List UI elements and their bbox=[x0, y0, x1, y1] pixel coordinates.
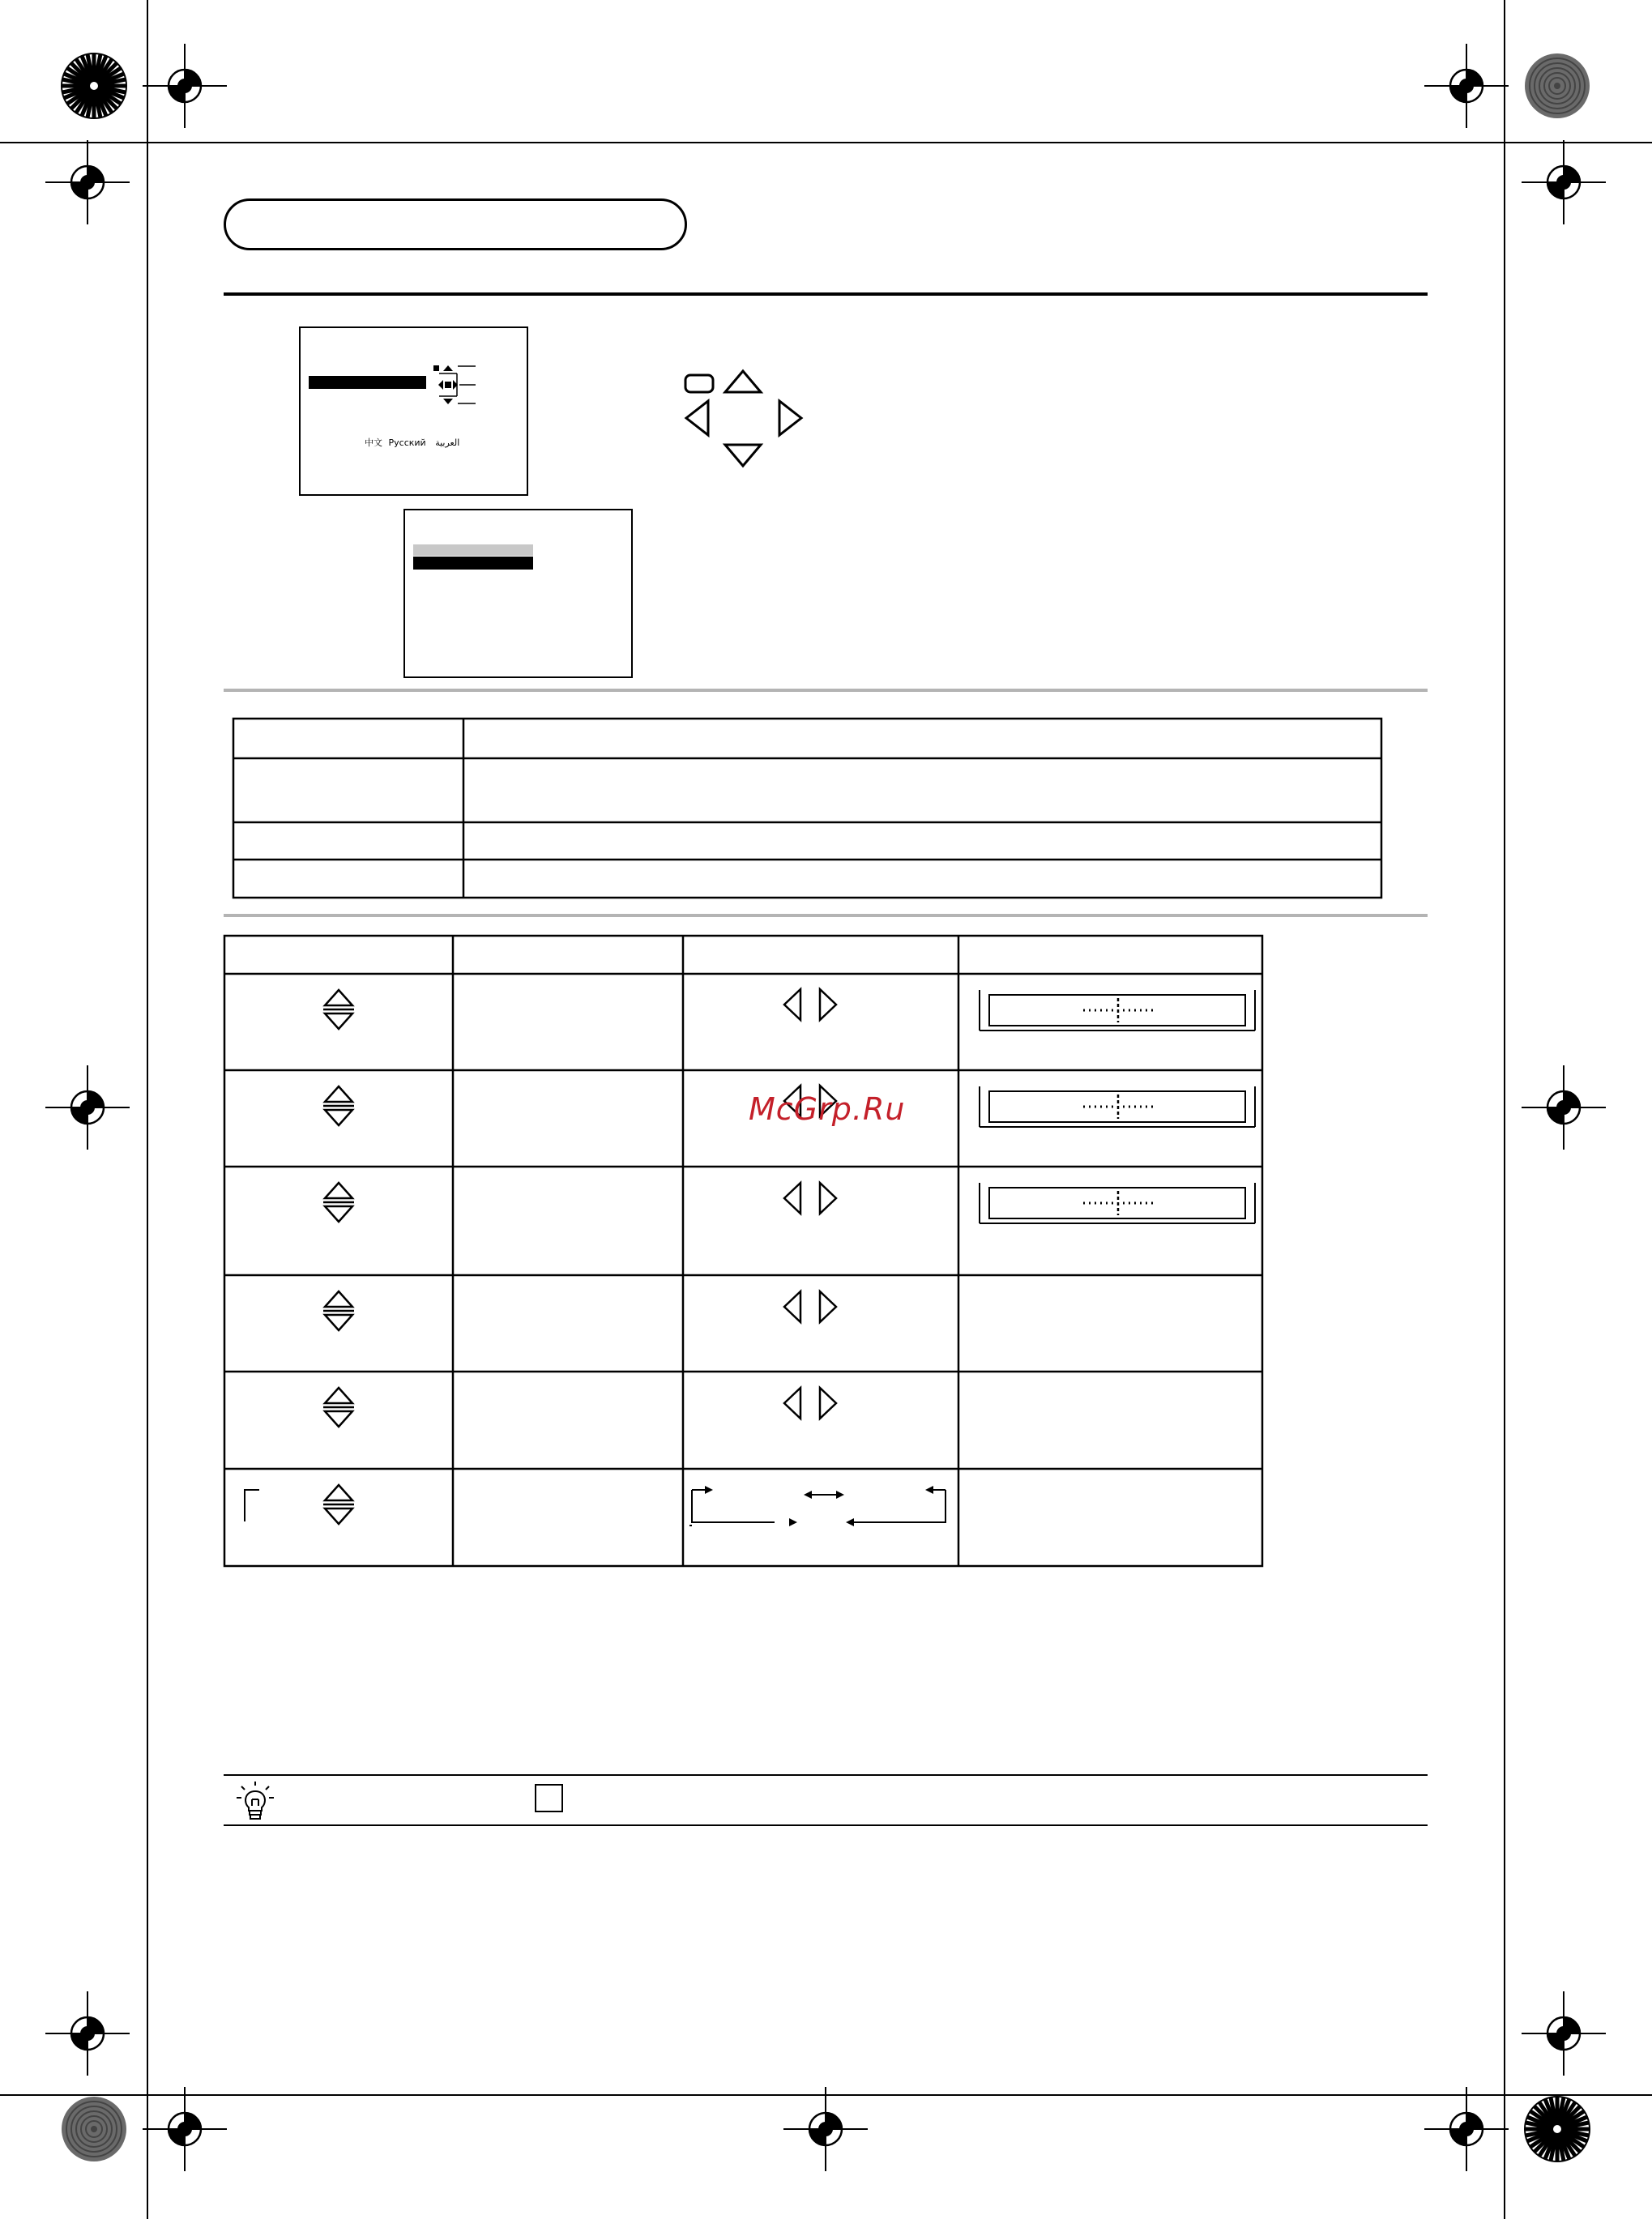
watermark: McGrp.Ru bbox=[749, 1091, 906, 1127]
section-title-pill bbox=[224, 198, 687, 250]
tip-rule-top bbox=[224, 1774, 1428, 1776]
section-divider-1 bbox=[224, 689, 1428, 692]
osd-menu-selected-bar bbox=[413, 557, 533, 570]
header-rule bbox=[224, 292, 1428, 296]
tip-rule-bottom bbox=[224, 1824, 1428, 1826]
osd-screen-language bbox=[299, 326, 528, 496]
language-arabic: العربية bbox=[435, 437, 460, 448]
lightbulb-icon bbox=[235, 1780, 275, 1822]
osd-menu-title-bar bbox=[413, 544, 533, 556]
tip-button-square bbox=[535, 1784, 563, 1812]
osd-selected-bar bbox=[309, 376, 426, 389]
osd-language-options bbox=[365, 436, 459, 449]
osd-screen-menu bbox=[403, 509, 633, 678]
language-russian: Русский bbox=[388, 437, 426, 448]
adjustment-table bbox=[224, 934, 1264, 1568]
info-table bbox=[233, 718, 1383, 899]
language-chinese: 中文 bbox=[365, 437, 382, 448]
osd-direction-pad-icon bbox=[432, 364, 480, 406]
section-divider-2 bbox=[224, 914, 1428, 917]
remote-direction-pad-icon bbox=[682, 366, 805, 470]
